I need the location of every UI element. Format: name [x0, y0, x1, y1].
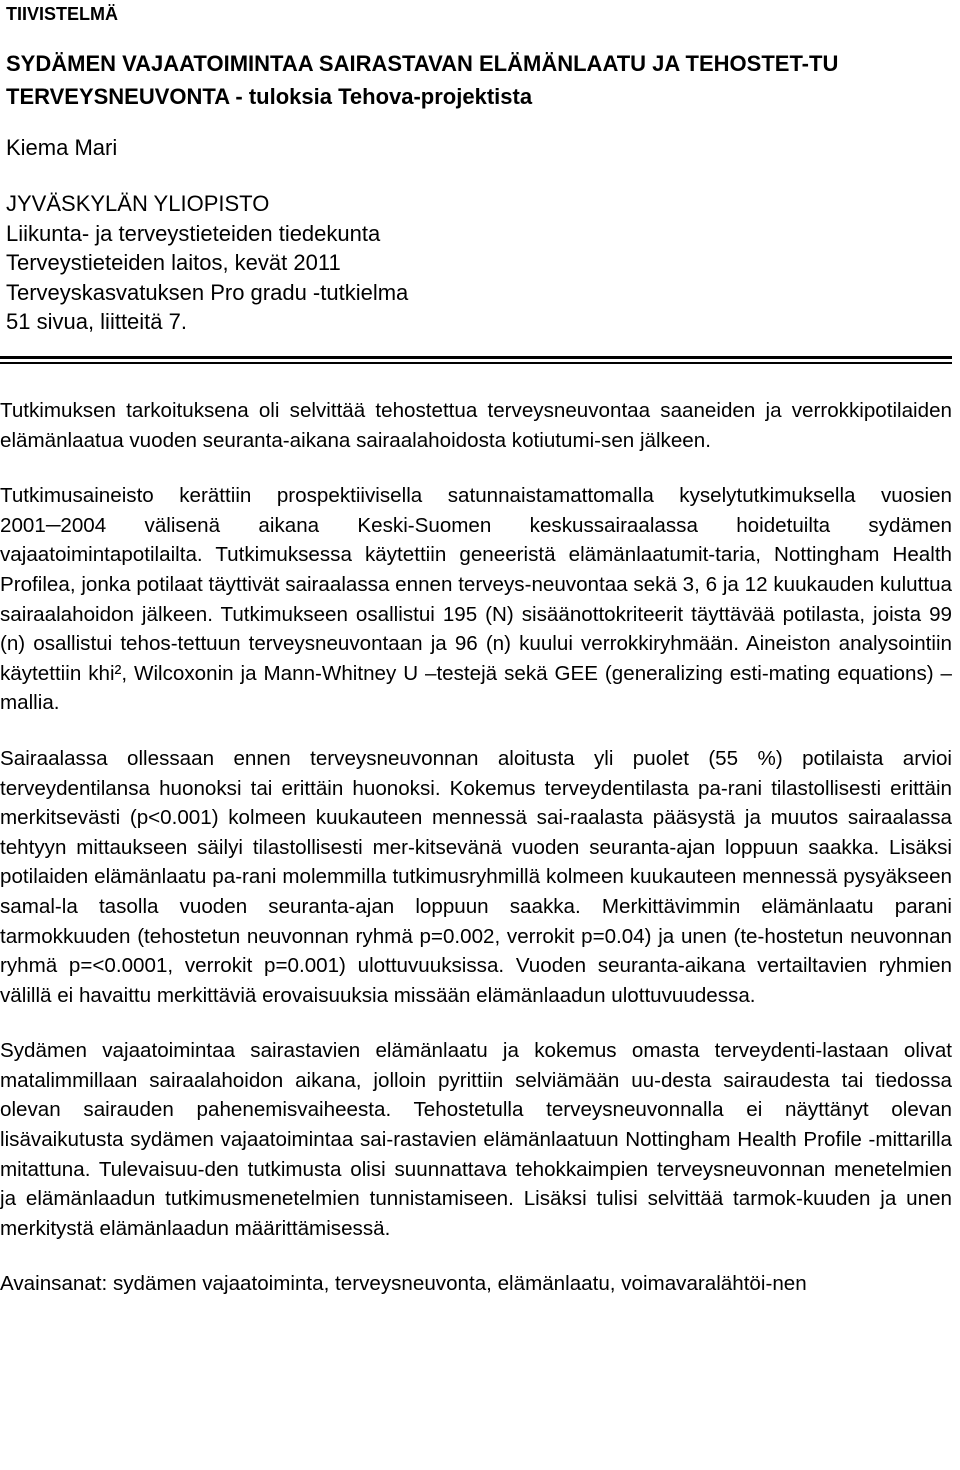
paragraph-conclusions: Sydämen vajaatoimintaa sairastavien elämänlaatu ja kokemus omasta terveydenti-lastaan olivat matalimmillaan sairaalahoidon aikana, jolloin pyrittiin selviämään uu-desta sairaudesta tai tiedossa olevan sairauden pahenemisvaiheesta. Tehostetulla terveysneuvonnalla ei näyttänyt olevan lisävaikutusta sydämen vajaatoimintaa sai-rastavien elämänlaatuun Nottingham Health Profile -mittarilla mitattuna. Tulevaisuu-den tutkimusta olisi suunnattava tehokkaimpien terveysneuvonnan menetelmien ja elämänlaadun tutkimusmenetelmien tunnistamiseen. Lisäksi tulisi selvittää tarmok-kuuden ja unen merkitystä elämänlaadun määrittämisessä.: [0, 1039, 952, 1240]
abstract-page: [6, 0, 954, 337]
paragraph-purpose: Tutkimuksen tarkoituksena oli selvittää tehostettua terveysneuvontaa saaneiden ja verrokkipotilaiden elämänlaatua vuoden seuranta-aikana sairaalahoidosta kotiutumi-sen jälkeen.: [0, 399, 952, 452]
thesis-type: Terveyskasvatuksen Pro gradu -tutkielma: [6, 279, 409, 305]
section-heading: TIIVISTELMÄ: [6, 4, 118, 24]
keywords: Avainsanat: sydämen vajaatoiminta, terveysneuvonta, elämänlaatu, voimavaralähtöi-nen: [0, 1272, 807, 1296]
paragraph-methods: Tutkimusaineisto kerättiin prospektiivisella satunnaistamattomalla kyselytutkimuksella vuosien 2001─2004 välisenä aikana Keski-Suomen keskussairaalassa hoidetuilta sydämen vajaatoimintapotilailta. Tutkimuksessa käytettiin geneeristä elämänlaatumit-taria, Nottingham Health Profilea, jonka potilaat täyttivät sairaalassa ennen terveys-neuvontaa sekä 3, 6 ja 12 kuukauden kuluttua sairaalahoidon jälkeen. Tutkimukseen osallistui 195 (N) sisäänottokriteerit täyttävää potilasta, joista 99 (n) osallistui tehos-tettuun terveysneuvontaan ja 96 (n) kuului verrokkiryhmään. Aineiston analysointiin käytettiin khi², Wilcoxonin ja Mann-Whitney U –testejä sekä GEE (generalizing esti-mating equations) –mallia.: [0, 484, 952, 715]
author-name: Kiema Mari: [6, 135, 118, 160]
paragraph-results: Sairaalassa ollessaan ennen terveysneuvonnan aloitusta yli puolet (55 %) potilaista arvioi terveydentilansa huonoksi tai erittäin huonoksi. Kokemus terveydentilasta pa-rani tilastollisesti erittäin merkitsevästi (p<0.001) kolmeen kuukauteen mennessä sai-raalasta pääsystä ja muutos sairaalassa tehtyyn mittaukseen säilyi tilastollisesti mer-kitsevänä vuoden seuranta-ajan loppuun saakka. Lisäksi potilaiden elämänlaatu pa-rani molemmilla tutkimusryhmillä kolmeen kuukauteen mennessä pysyäkseen samal-la tasolla vuoden seuranta-ajan loppuun saakka. Merkittävimmin elämänlaatu parani tarmokkuuden (tehostetun neuvonnan ryhmä p=0.002, verrokit p=0.04) ja unen (te-hostetun neuvonnan ryhmä p=<0.0001, verrokit p=0.001) ulottuvuuksissa. Vuoden seuranta-aikana vertailtavien ryhmien välillä ei havaittu merkittäviä erovaisuuksia missään elämänlaadun ulottuvuudessa.: [0, 746, 952, 1007]
university-name: JYVÄSKYLÄN YLIOPISTO: [6, 191, 270, 216]
thesis-title: SYDÄMEN VAJAATOIMINTAA SAIRASTAVAN ELÄMÄNLAATU JA TEHOSTET-TU TERVEYSNEUVONTA - tuloksia Tehova-projektista: [6, 51, 839, 109]
abstract-body: [0, 396, 952, 1299]
double-rule-divider: [0, 356, 952, 364]
page-count: 51 sivua, liitteitä 7.: [6, 309, 187, 334]
department-term: Terveystieteiden laitos, kevät 2011: [6, 250, 341, 275]
faculty-name: Liikunta- ja terveystieteiden tiedekunta: [6, 220, 381, 246]
thesis-metadata: [6, 189, 954, 337]
